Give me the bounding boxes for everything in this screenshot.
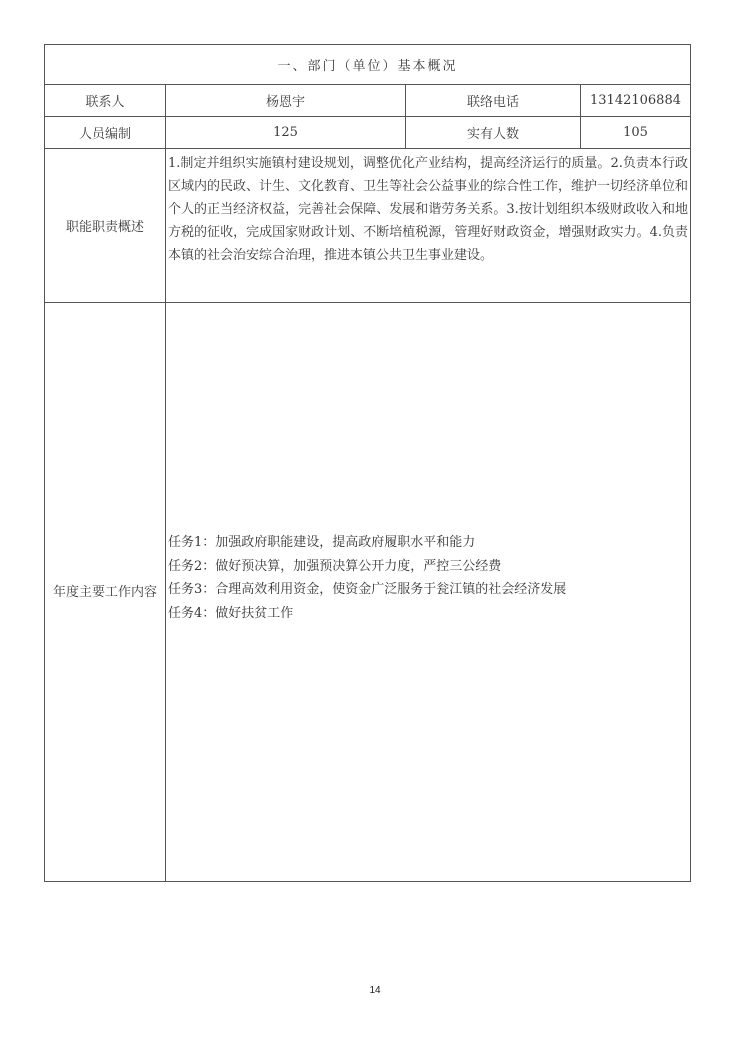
page-number: 14 — [369, 985, 381, 996]
task-item-4: 任务4：做好扶贫工作 — [168, 605, 294, 621]
actual-staff-value: 105 — [581, 117, 691, 149]
annual-work-content — [166, 303, 691, 882]
task-item-3: 任务3：合理高效利用资金，使资金广泛服务于瓮江镇的社会经济发展 — [168, 582, 567, 597]
annual-work-row — [45, 303, 691, 882]
actual-staff-label: 实有人数 — [406, 117, 581, 149]
duties-row — [45, 149, 691, 303]
contact-label: 联系人 — [45, 85, 166, 117]
section-title: 一、部门（单位）基本概况 — [45, 45, 691, 85]
task-list — [168, 531, 566, 625]
phone-value: 13142106884 — [581, 85, 691, 117]
authorized-staff-label: 人员编制 — [45, 117, 166, 149]
overview-table — [44, 44, 691, 882]
staff-row — [45, 117, 691, 149]
title-row — [45, 45, 691, 85]
annual-work-label-cell — [45, 303, 166, 882]
task-item-2: 任务2：做好预决算，加强预决算公开力度，严控三公经费 — [168, 558, 502, 574]
task-item-1: 任务1：加强政府职能建设，提高政府履职水平和能力 — [168, 535, 476, 550]
duties-label: 职能职责概述 — [45, 149, 166, 303]
authorized-staff-value: 125 — [166, 117, 406, 149]
contact-row — [45, 85, 691, 117]
duties-text: 1.制定并组织实施镇村建设规划，调整优化产业结构，提高经济运行的质量。2.负责本行政区域内的民政、计生、文化教育、卫生等社会公益事业的综合性工作，维护一切经济单位和个人的正当经济权益，完善社会保障、发展和谐劳务关系。3.按计划组织本级财政收入和地方税的征收，完成国家财政计划、不断培植税源，管理好财政资金，增强财政实力。4.负责本镇的社会治安综合治理，推进本镇公共卫生事业建设。 — [166, 149, 691, 303]
phone-label: 联络电话 — [406, 85, 581, 117]
annual-work-label: 年度主要工作内容 — [52, 584, 157, 600]
contact-value: 杨恩宇 — [166, 85, 406, 117]
